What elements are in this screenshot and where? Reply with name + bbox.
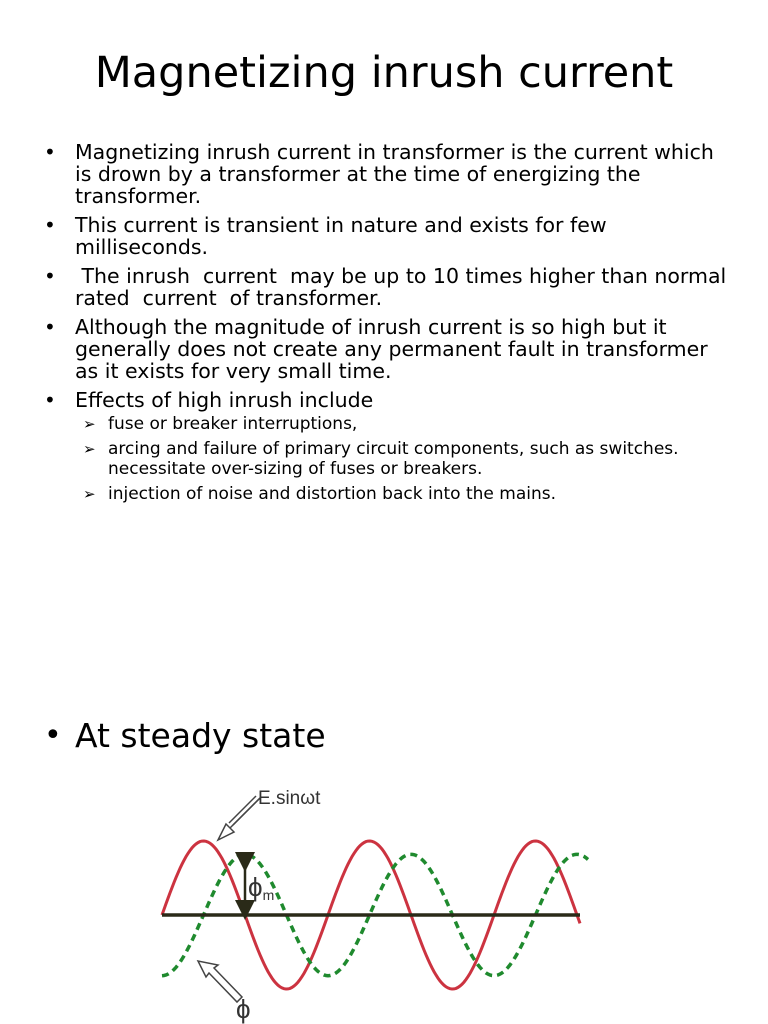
slide-title: Magnetizing inrush current bbox=[94, 48, 674, 98]
bullet-dot-icon: • bbox=[44, 315, 56, 339]
steady-state-bullet bbox=[44, 714, 326, 758]
bullet-item bbox=[44, 214, 734, 258]
bullet-dot-icon: • bbox=[44, 213, 56, 237]
bullet-text: Although the magnitude of inrush current is so high but it generally does not create any permanent fault in transformer as it exists for very small time. bbox=[75, 315, 708, 383]
arrow-bullet-icon: ➢ bbox=[83, 415, 96, 433]
sub-bullet-text: injection of noise and distortion back into the mains. bbox=[108, 484, 556, 504]
flux-voltage-waveform-diagram bbox=[150, 780, 590, 1024]
sub-bullet-item bbox=[75, 439, 734, 479]
sub-bullet-text: arcing and failure of primary circuit components, such as switches. necessitate over-sizing of fuses or breakers. bbox=[108, 439, 679, 479]
bullet-text: This current is transient in nature and exists for few milliseconds. bbox=[75, 213, 607, 259]
steady-state-text: At steady state bbox=[75, 716, 326, 755]
sub-bullet-text: fuse or breaker interruptions, bbox=[108, 414, 358, 434]
bullet-item bbox=[44, 265, 734, 309]
bullet-text: Magnetizing inrush current in transformer is the current which is drown by a transformer at the time of energizing the transformer. bbox=[75, 140, 714, 208]
bullet-item bbox=[44, 389, 734, 504]
bullet-dot-icon: • bbox=[44, 388, 56, 412]
bullet-item bbox=[44, 141, 734, 207]
arrow-bullet-icon: ➢ bbox=[83, 440, 96, 458]
voltage-pointer-arrow-icon bbox=[218, 796, 260, 840]
bullet-list bbox=[44, 141, 734, 511]
sub-bullet-item bbox=[75, 484, 734, 504]
sub-bullet-item bbox=[75, 414, 734, 434]
bullet-item bbox=[44, 316, 734, 382]
voltage-label: E.sinωt bbox=[258, 788, 321, 809]
flux-label: ϕ bbox=[236, 994, 251, 1024]
bullet-dot-icon: • bbox=[44, 140, 56, 164]
bullet-dot-icon: • bbox=[44, 718, 62, 753]
bullet-dot-icon: • bbox=[44, 264, 56, 288]
bullet-text: The inrush current may be up to 10 times higher than normal rated current of transformer. bbox=[75, 264, 733, 310]
flux-peak-label: ϕm bbox=[248, 872, 275, 903]
arrow-bullet-icon: ➢ bbox=[83, 485, 96, 503]
bullet-text: Effects of high inrush include bbox=[75, 388, 374, 412]
sub-bullet-list bbox=[75, 414, 734, 504]
